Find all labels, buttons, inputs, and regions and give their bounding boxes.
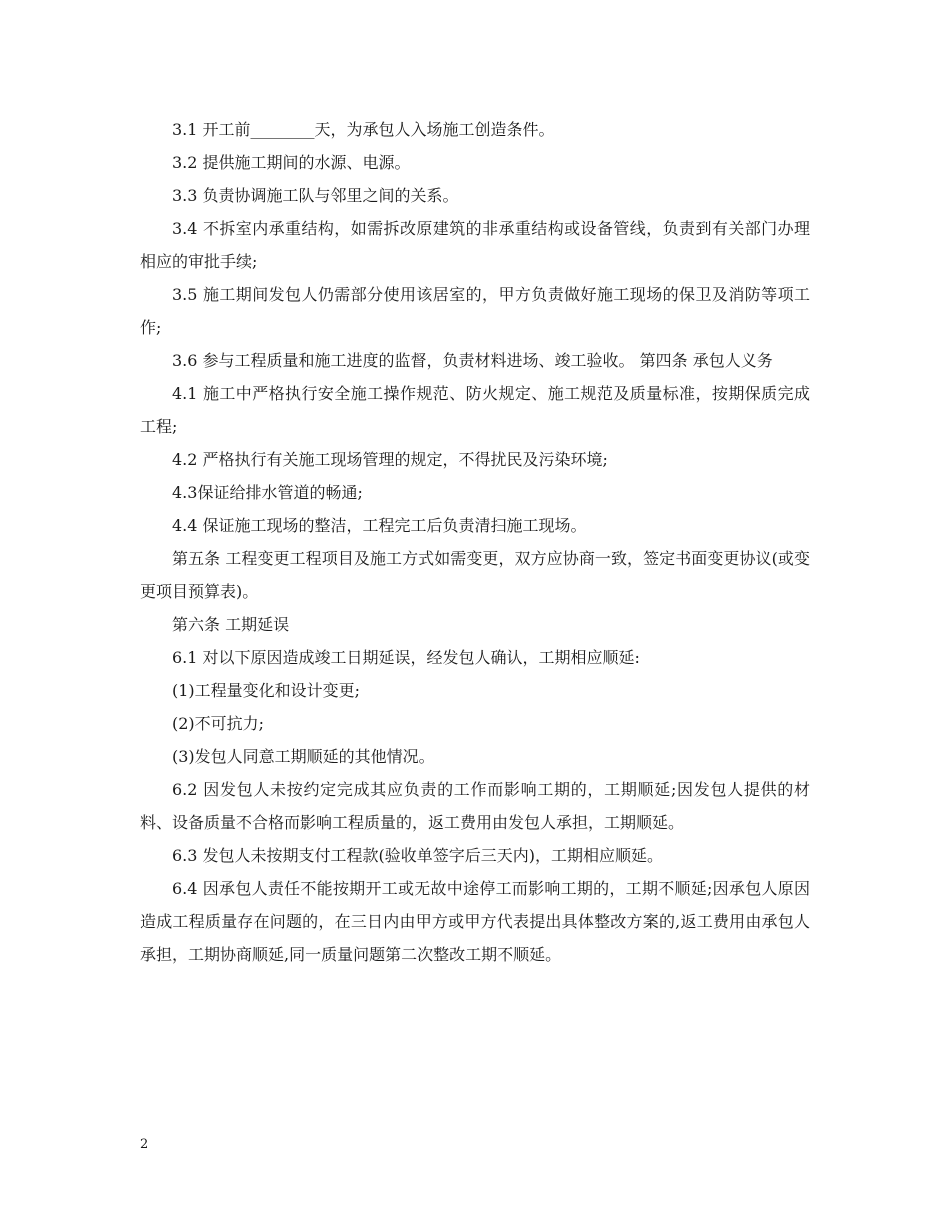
- clause-3-4: 3.4 不拆室内承重结构，如需拆改原建筑的非承重结构或设备管线，负责到有关部门办理相应的审批手续;: [140, 219, 810, 271]
- clause-3-3: 3.3 负责协调施工队与邻里之间的关系。: [172, 186, 459, 205]
- clause-6-3: 6.3 发包人未按期支付工程款(验收单签字后三天内)，工期相应顺延。: [172, 846, 664, 865]
- clause-4-2: 4.2 严格执行有关施工现场管理的规定，不得扰民及污染环境;: [172, 450, 608, 469]
- clause-3-6: 3.6 参与工程质量和施工进度的监督，负责材料进场、竣工验收。 第四条 承包人义务: [172, 351, 773, 370]
- clause-6-2: 6.2 因发包人未按约定完成其应负责的工作而影响工期的，工期顺延;因发包人提供的材料、设备质量不合格而影响工程质量的，返工费用由发包人承担，工期顺延。: [140, 780, 810, 832]
- clause-3-2: 3.2 提供施工期间的水源、电源。: [172, 153, 411, 172]
- clause-6-1-item-3: (3)发包人同意工期顺延的其他情况。: [172, 747, 435, 766]
- clause-4-3: 4.3保证给排水管道的畅通;: [172, 483, 363, 502]
- clause-6-4: 6.4 因承包人责任不能按期开工或无故中途停工而影响工期的，工期不顺延;因承包人原因造成工程质量存在问题的，在三日内由甲方或甲方代表提出具体整改方案的,返工费用由承包人承担，工期协商顺延,同一质量问题第二次整改工期不顺延。: [140, 879, 810, 964]
- clause-6-1-item-2: (2)不可抗力;: [172, 714, 265, 733]
- article-6-heading: 第六条 工期延误: [172, 615, 290, 634]
- clause-4-4: 4.4 保证施工现场的整洁，工程完工后负责清扫施工现场。: [172, 516, 587, 535]
- clause-4-1: 4.1 施工中严格执行安全施工操作规范、防火规定、施工规范及质量标准，按期保质完成工程;: [140, 384, 810, 436]
- article-5: 第五条 工程变更工程项目及施工方式如需变更，双方应协商一致，签定书面变更协议(或变更项目预算表)。: [140, 549, 810, 601]
- clause-3-5: 3.5 施工期间发包人仍需部分使用该居室的，甲方负责做好施工现场的保卫及消防等项工作;: [140, 285, 810, 337]
- page-number: 2: [140, 1137, 149, 1152]
- clause-3-1: 3.1 开工前________天，为承包人入场施工创造条件。: [172, 120, 555, 139]
- clause-6-1-item-1: (1)工程量变化和设计变更;: [172, 681, 361, 700]
- document-body: [140, 113, 810, 971]
- clause-6-1: 6.1 对以下原因造成竣工日期延误，经发包人确认，工期相应顺延:: [172, 648, 640, 667]
